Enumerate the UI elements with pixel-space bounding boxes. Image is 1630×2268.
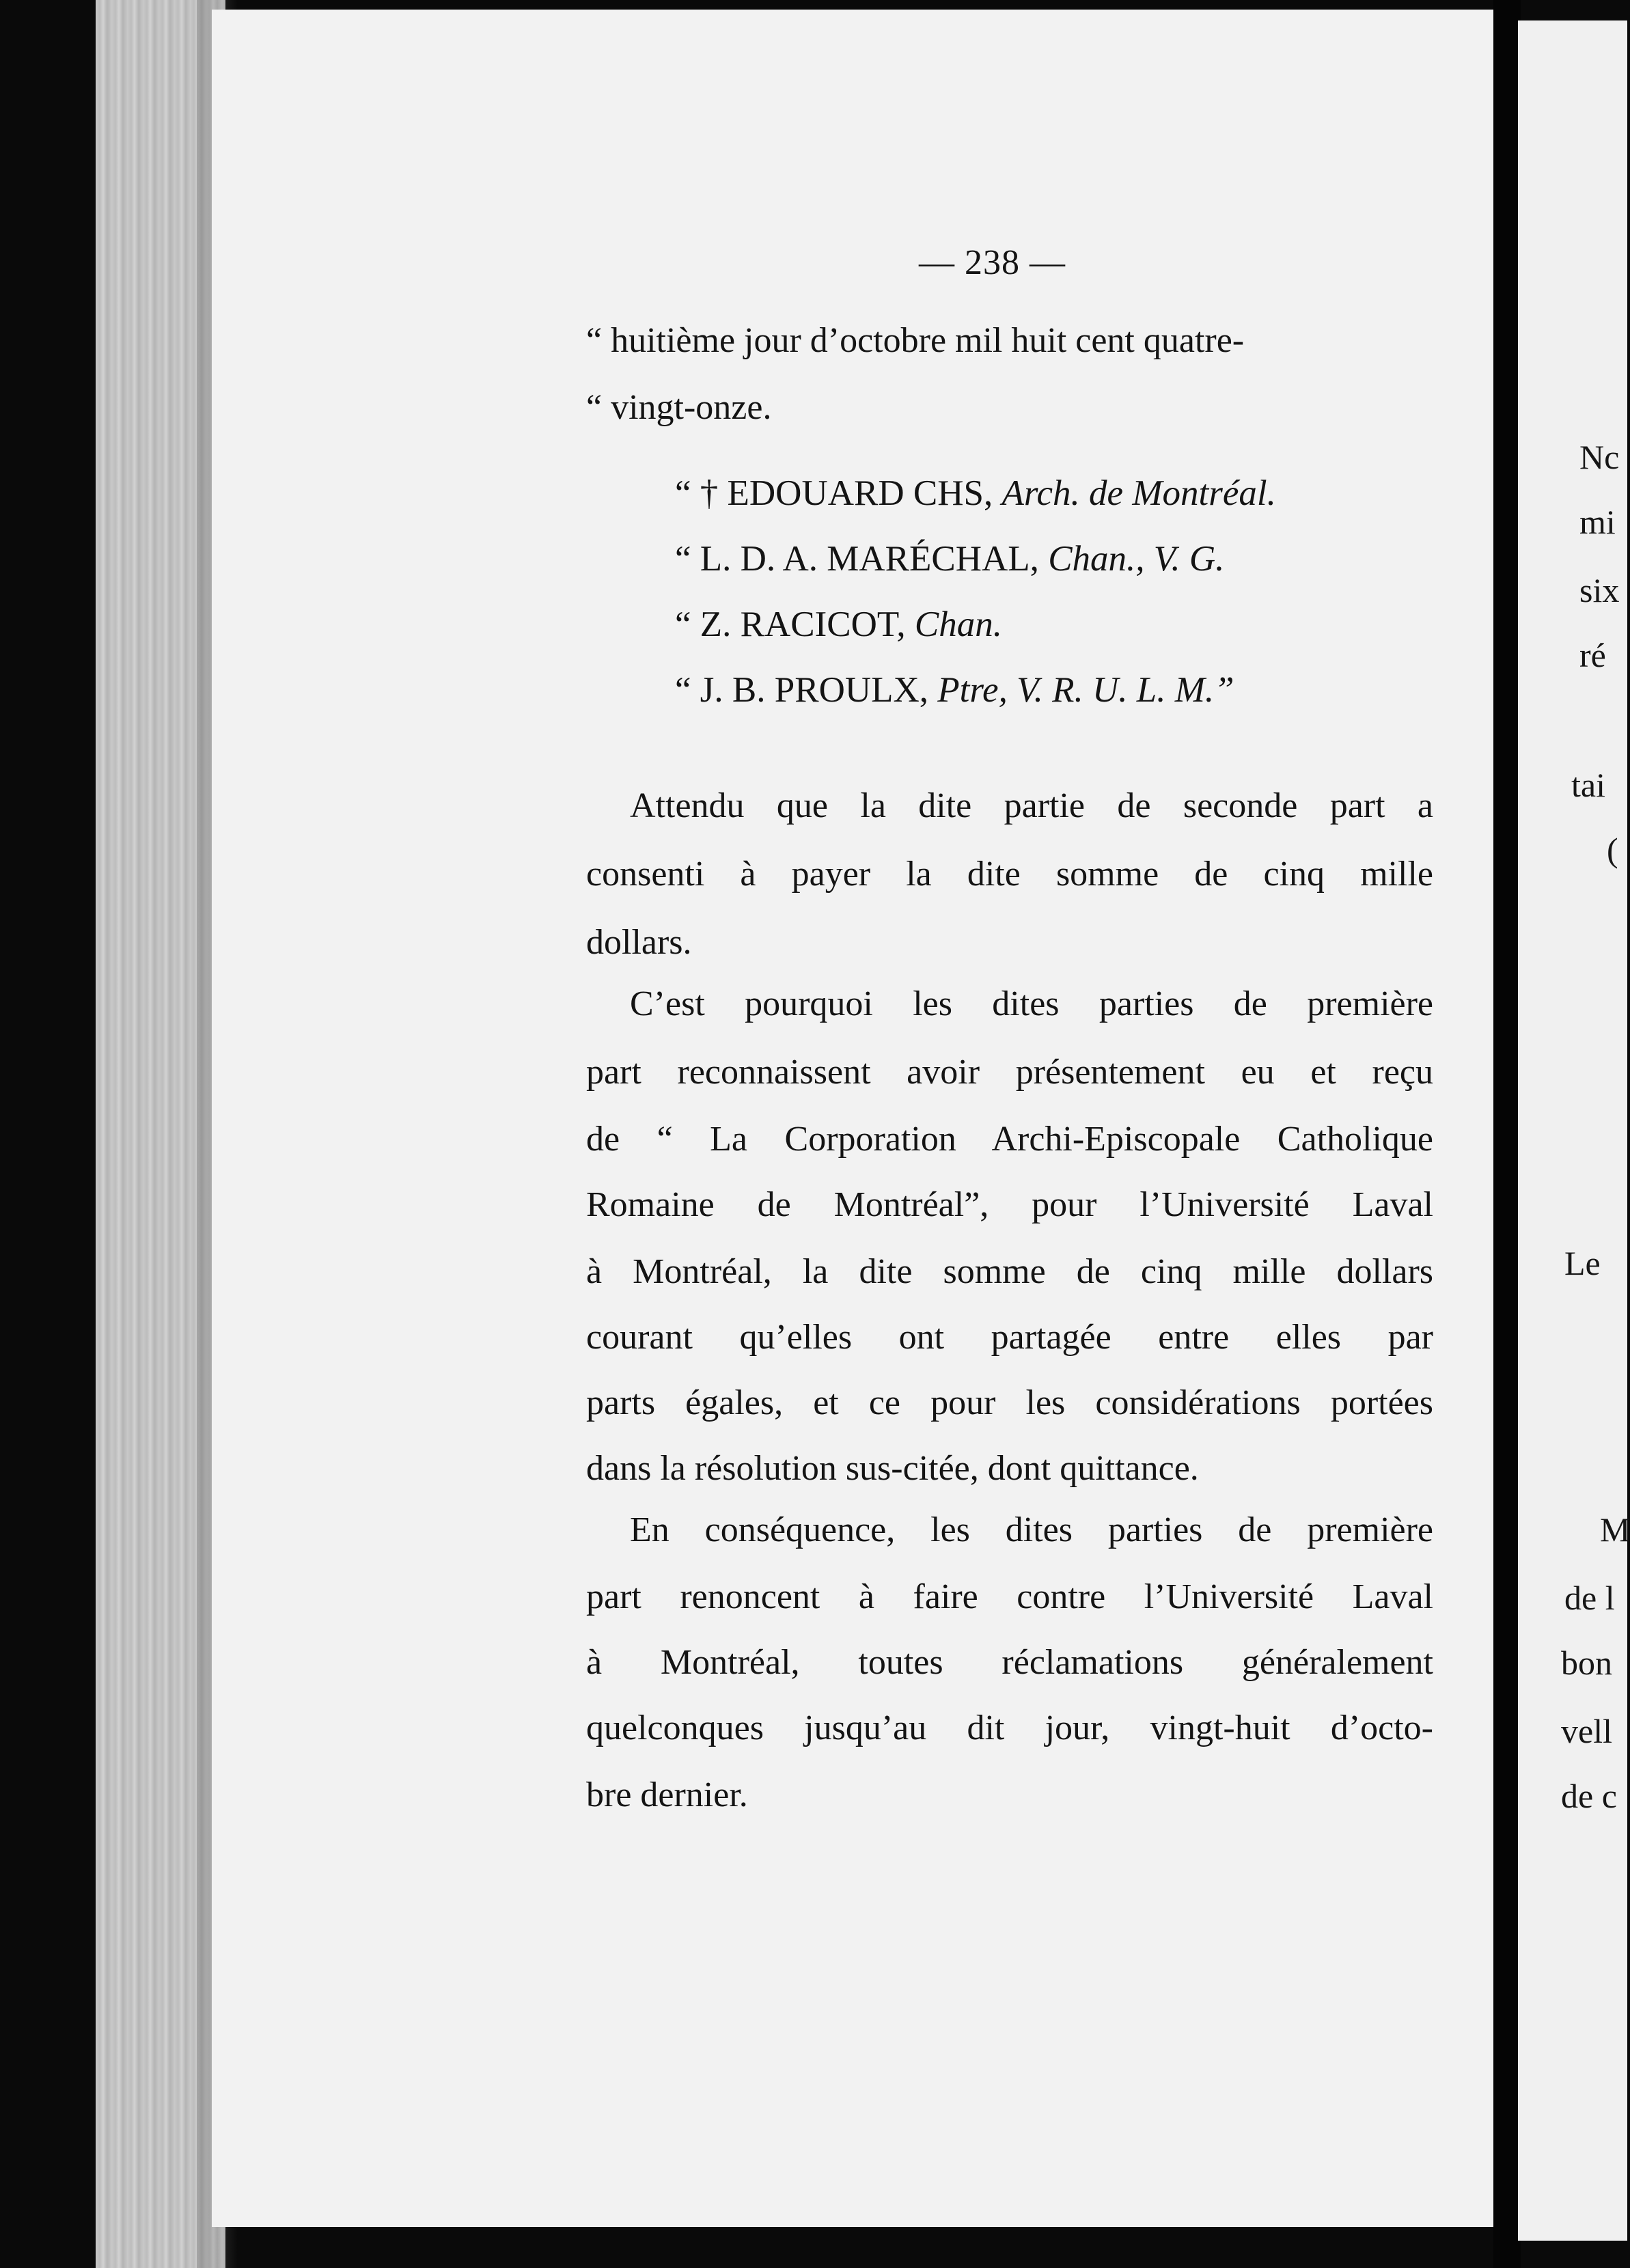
paragraph-line: part reconnaissent avoir présentement eu et reçu <box>586 1053 1433 1092</box>
next-page-fragment: de l <box>1564 1579 1615 1617</box>
next-page-fragment: Le <box>1564 1244 1601 1282</box>
paragraph-line: de “ La Corporation Archi-Episcopale Catholique <box>586 1120 1433 1159</box>
signatory-title: Chan. <box>914 605 1002 644</box>
signatory-title: Chan., V. G. <box>1048 539 1225 579</box>
signatory-title: Ptre, V. R. U. L. M.” <box>937 670 1234 710</box>
paragraph-line: consenti à payer la dite somme de cinq mille <box>586 855 1433 894</box>
paragraph-line: Romaine de Montréal”, pour l’Université Laval <box>586 1185 1433 1224</box>
next-page-fragment: ré <box>1579 636 1606 674</box>
signature-line <box>675 604 1002 645</box>
next-page-fragment: de c <box>1561 1777 1617 1815</box>
signature-line <box>675 538 1224 579</box>
next-page-fragment: tai <box>1571 766 1605 804</box>
paragraph-line: Attendu que la dite partie de seconde part a <box>630 786 1433 825</box>
next-page-fragment: mi <box>1579 503 1616 541</box>
signature-line <box>675 473 1276 514</box>
paragraph-line: quelconques jusqu’au dit jour, vingt-huit d’octo- <box>586 1709 1433 1747</box>
next-page-fragment: vell <box>1561 1712 1612 1750</box>
next-page-fragment: bon <box>1561 1644 1612 1682</box>
signature-line <box>675 669 1234 710</box>
paragraph-line: à Montréal, la dite somme de cinq mille dollars <box>586 1252 1433 1291</box>
signatory-name: “ † EDOUARD CHS, <box>675 473 993 513</box>
right-page <box>1518 20 1627 2241</box>
paragraph-line: dollars. <box>586 923 692 962</box>
next-page-fragment: M <box>1600 1510 1630 1549</box>
signatory-name: “ J. B. PROULX, <box>675 670 929 710</box>
signatory-title: Arch. de Montréal. <box>1002 473 1276 513</box>
paragraph-line: courant qu’elles ont partagée entre elles par <box>586 1318 1433 1357</box>
paragraph-line: C’est pourquoi les dites parties de première <box>630 984 1433 1023</box>
intro-line: “ huitième jour d’octobre mil huit cent quatre- <box>586 321 1245 360</box>
next-page-fragment: ( <box>1607 831 1618 869</box>
paragraph-line: bre dernier. <box>586 1775 748 1814</box>
next-page-fragment: six <box>1579 571 1620 609</box>
paragraph-line: à Montréal, toutes réclamations généralement <box>586 1643 1433 1682</box>
next-page-fragment: Nc <box>1579 438 1620 476</box>
paragraph-line: parts égales, et ce pour les considérations portées <box>586 1383 1433 1422</box>
paragraph-line: En conséquence, les dites parties de première <box>630 1510 1433 1549</box>
signatory-name: “ L. D. A. MARÉCHAL, <box>675 539 1039 579</box>
paragraph-line: part renoncent à faire contre l’Université Laval <box>586 1577 1433 1616</box>
page-number: — 238 — <box>919 243 1066 282</box>
signatory-name: “ Z. RACICOT, <box>675 605 906 644</box>
paragraph-line: dans la résolution sus-citée, dont quittance. <box>586 1449 1199 1488</box>
book-gutter <box>1493 0 1521 2268</box>
intro-line: “ vingt-onze. <box>586 388 772 427</box>
